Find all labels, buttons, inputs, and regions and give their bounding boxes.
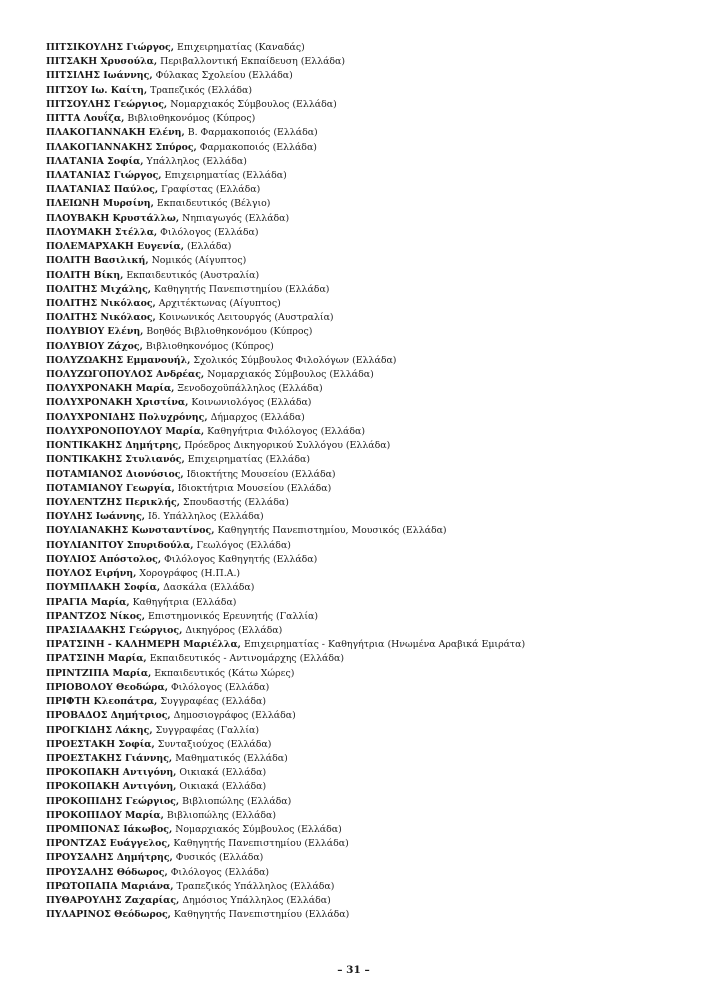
- entry-name: ΠΡΑΤΣΙΝΗ Μαρία,: [46, 653, 147, 665]
- list-item: [46, 425, 686, 439]
- entry-occupation: Νομαρχιακός Σύμβουλος (Ελλάδα): [175, 824, 342, 836]
- entry-occupation: Συγγραφέας (Ελλάδα): [160, 696, 267, 708]
- entry-name: ΠΡΙΝΤΖΙΠΑ Μαρία,: [46, 667, 152, 679]
- entry-occupation: Νηπιαγωγός (Ελλάδα): [182, 212, 290, 224]
- list-item: [46, 567, 686, 581]
- entry-name: ΠΟΥΛΕΝΤΖΗΣ Περικλής,: [46, 497, 180, 508]
- list-item: [46, 396, 686, 410]
- list-item: [46, 226, 686, 240]
- entry-occupation: Τραπεζικός Υπάλληλος (Ελλάδα): [176, 880, 335, 892]
- entry-occupation: Γεωλόγος (Ελλάδα): [196, 539, 291, 551]
- entry-occupation: Υπάλληλος (Ελλάδα): [146, 155, 247, 167]
- entry-occupation: Σχολικός Σύμβουλος Φιλολόγων (Ελλάδα): [193, 354, 397, 366]
- entry-name: ΠΟΛΙΤΗΣ Μιχάλης,: [46, 283, 152, 295]
- entry-occupation: Χορογράφος (Η.Π.Α.): [139, 568, 241, 580]
- entry-name: ΠΡΟΚΟΠΑΚΗ Αντιγόνη,: [46, 781, 177, 793]
- list-item: [46, 866, 686, 880]
- list-item: [46, 368, 686, 382]
- page-number: – 31 –: [337, 964, 370, 976]
- entry-occupation: Καθηγήτρια (Ελλάδα): [132, 596, 237, 608]
- entry-name: ΠΛΟΥΜΑΚΗ Στέλλα,: [46, 226, 158, 238]
- entry-occupation: Βιβλιοθηκονόμος (Κύπρος): [145, 340, 274, 352]
- list-item: [46, 908, 686, 922]
- list-item: [46, 624, 686, 638]
- entry-occupation: Συνταξιούχος (Ελλάδα): [157, 738, 272, 750]
- list-item: [46, 837, 686, 851]
- entry-name: ΠΟΛΥΧΡΟΝΙΔΗΣ Πολυχρόνης,: [46, 411, 208, 423]
- list-item: [46, 524, 686, 538]
- list-item: [46, 354, 686, 368]
- entry-occupation: Β. Φαρμακοποιός (Ελλάδα): [187, 127, 318, 139]
- list-item: [46, 84, 686, 98]
- list-item: [46, 411, 686, 425]
- list-item: [46, 880, 686, 894]
- list-item: [46, 283, 686, 297]
- entry-name: ΠΟΥΛΙΟΣ Απόστολος,: [46, 553, 162, 565]
- list-item: [46, 795, 686, 809]
- list-item: [46, 382, 686, 396]
- entry-name: ΠΡΟΒΑΔΟΣ Δημήτριος,: [46, 710, 171, 722]
- entry-occupation: Βιβλιοθηκονόμος (Κύπρος): [127, 113, 256, 125]
- entry-occupation: Αρχιτέκτωνας (Αίγυπτος): [158, 297, 281, 309]
- list-item: [46, 155, 686, 169]
- list-item: [46, 638, 686, 652]
- entry-name: ΠΡΟΥΣΑΛΗΣ Δημήτρης,: [46, 852, 173, 864]
- entry-occupation: Καθηγητής Πανεπιστημίου (Ελλάδα): [173, 838, 349, 850]
- list-item: [46, 553, 686, 567]
- entry-name: ΠΟΤΑΜΙΑΝΟΥ Γεωργία,: [46, 482, 175, 494]
- entry-name: ΠΡΑΓΙΑ Μαρία,: [46, 596, 130, 608]
- entry-name: ΠΟΛΙΤΗΣ Νικόλαος,: [46, 312, 156, 324]
- entry-name: ΠΡΟΚΟΠΙΔΗΣ Γεώργιος,: [46, 795, 180, 807]
- entry-name: ΠΡΟΥΣΑΛΗΣ Θόδωρος,: [46, 866, 168, 878]
- entry-occupation: Πρόεδρος Δικηγορικού Συλλόγου (Ελλάδα): [184, 440, 391, 452]
- entry-name: ΠΡΟΚΟΠΑΚΗ Αντιγόνη,: [46, 767, 177, 779]
- entry-occupation: Επιχειρηματίας (Καναδάς): [177, 42, 305, 53]
- entry-name: ΠΟΛΥΧΡΟΝΑΚΗ Μαρία,: [46, 383, 175, 395]
- list-item: [46, 98, 686, 112]
- entry-occupation: Καθηγητής Πανεπιστημίου (Ελλάδα): [154, 283, 330, 295]
- entry-occupation: Επιχειρηματίας (Ελλάδα): [164, 169, 287, 181]
- entry-occupation: Βιβλιοπώλης (Ελλάδα): [166, 809, 277, 821]
- list-item: [46, 112, 686, 126]
- list-item: [46, 254, 686, 268]
- entry-name: ΠΟΛΥΖΩΑΚΗΣ Εμμανουήλ,: [46, 354, 191, 366]
- entry-name: ΠΡΙΟΒΟΛΟΥ Θεοδώρα,: [46, 681, 168, 693]
- entry-name: ΠΟΛΙΤΗ Βασιλική,: [46, 255, 149, 267]
- entry-occupation: Δημοσιογράφος (Ελλάδα): [173, 710, 296, 722]
- entry-occupation: Εκπαιδευτικός (Αυστραλία): [126, 269, 260, 281]
- list-item: [46, 212, 686, 226]
- entry-name: ΠΥΛΑΡΙΝΟΣ Θεόδωρος,: [46, 909, 171, 921]
- list-item: [46, 596, 686, 610]
- list-item: [46, 695, 686, 709]
- list-item: [46, 752, 686, 766]
- entry-occupation: Καθηγήτρια Φιλόλογος (Ελλάδα): [207, 425, 366, 437]
- entry-name: ΠΡΟΚΟΠΙΔΟΥ Μαρία,: [46, 809, 164, 821]
- list-item: [46, 581, 686, 595]
- list-item: [46, 894, 686, 908]
- entry-name: ΠΛΑΚΟΓΙΑΝΝΑΚΗ Ελένη,: [46, 127, 185, 139]
- list-item: [46, 197, 686, 211]
- entry-occupation: Ιδιοκτήτρια Μουσείου (Ελλάδα): [177, 482, 332, 494]
- list-item: [46, 55, 686, 69]
- entry-name: ΠΙΤΣΙΚΟΥΛΗΣ Γιώργος,: [46, 42, 175, 53]
- entry-occupation: Δημόσιος Υπάλληλος (Ελλάδα): [182, 895, 331, 907]
- entry-occupation: Καθηγητής Πανεπιστημίου (Ελλάδα): [173, 909, 350, 921]
- entry-occupation: Φαρμακοποιός (Ελλάδα): [199, 141, 317, 153]
- entry-name: ΠΟΛΕΜΑΡΧΑΚΗ Ευγενία,: [46, 241, 185, 253]
- entry-occupation: Επιχειρηματίας - Καθηγήτρια (Ηνωμένα Αραβικά Εμιράτα): [243, 639, 526, 651]
- entry-occupation: Νομαρχιακός Σύμβουλος (Ελλάδα): [207, 369, 374, 381]
- entry-occupation: Φιλόλογος (Ελλάδα): [170, 866, 270, 878]
- list-item: [46, 325, 686, 339]
- entry-occupation: Εκπαιδευτικός (Κάτω Χώρες): [154, 667, 295, 679]
- entry-occupation: Γραφίστας (Ελλάδα): [161, 184, 261, 196]
- entry-name: ΠΡΑΝΤΖΟΣ Νίκος,: [46, 610, 145, 622]
- entry-name: ΠΡΟΝΤΖΑΣ Ευάγγελος,: [46, 838, 171, 850]
- entry-occupation: Φυσικός (Ελλάδα): [175, 852, 264, 864]
- entry-name: ΠΡΟΜΠΟΝΑΣ Ιάκωβος,: [46, 824, 173, 836]
- list-item: [46, 667, 686, 681]
- list-item: [46, 297, 686, 311]
- entry-name: ΠΙΤΣΙΛΗΣ Ιωάννης,: [46, 70, 153, 82]
- entry-name: ΠΡΩΤΟΠΑΠΑ Μαριάνα,: [46, 880, 174, 892]
- entry-occupation: Ιδιοκτήτης Μουσείου (Ελλάδα): [186, 468, 336, 480]
- entry-occupation: Εκπαιδευτικός - Αντινομάρχης (Ελλάδα): [149, 653, 344, 665]
- list-item: [46, 439, 686, 453]
- entry-name: ΠΡΑΣΙΑΔΑΚΗΣ Γεώργιος,: [46, 624, 183, 636]
- entry-name: ΠΛΟΥΒΑΚΗ Κρυστάλλω,: [46, 212, 180, 224]
- list-item: [46, 240, 686, 254]
- entry-name: ΠΟΝΤΙΚΑΚΗΣ Στυλιανός,: [46, 454, 185, 466]
- entry-name: ΠΟΛΥΒΙΟΥ Ελένη,: [46, 326, 144, 338]
- entry-name: ΠΛΑΤΑΝΙΑΣ Παύλος,: [46, 184, 159, 196]
- entry-occupation: Οικιακά (Ελλάδα): [179, 781, 267, 793]
- entry-name: ΠΛΑΤΑΝΙΑΣ Γιώργος,: [46, 169, 162, 181]
- entry-occupation: Εκπαιδευτικός (Βέλγιο): [156, 198, 271, 210]
- entry-occupation: Κοινωνιολόγος (Ελλάδα): [191, 397, 312, 409]
- entry-occupation: (Ελλάδα): [187, 241, 232, 253]
- list-item: [46, 41, 686, 55]
- list-item: [46, 510, 686, 524]
- entry-name: ΠΙΤΣΟΥ Ιω. Καίτη,: [46, 84, 148, 96]
- list-item: [46, 652, 686, 666]
- entry-name: ΠΟΥΛΗΣ Ιωάννης,: [46, 511, 146, 523]
- list-item: [46, 610, 686, 624]
- entry-name: ΠΡΟΕΣΤΑΚΗΣ Γιάννης,: [46, 752, 173, 764]
- entry-name: ΠΛΕΙΩΝΗ Μυρσίνη,: [46, 198, 154, 210]
- entry-occupation: Συγγραφέας (Γαλλία): [155, 724, 259, 736]
- list-item: [46, 141, 686, 155]
- entry-occupation: Επιχειρηματίας (Ελλάδα): [187, 454, 310, 466]
- list-item: [46, 453, 686, 467]
- entry-occupation: Τραπεζικός (Ελλάδα): [150, 84, 253, 96]
- entry-occupation: Νομαρχιακός Σύμβουλος (Ελλάδα): [170, 98, 337, 110]
- entry-name: ΠΟΥΛΙΑΝΙΤΟΥ Σπυριδούλα,: [46, 539, 194, 551]
- entry-occupation: Νομικός (Αίγυπτος): [151, 255, 247, 267]
- entry-name: ΠΙΤΤΑ Λουΐζα,: [46, 113, 125, 125]
- entry-name: ΠΡΟΓΚΙΔΗΣ Λάκης,: [46, 724, 153, 736]
- list-item: [46, 851, 686, 865]
- list-item: [46, 709, 686, 723]
- list-item: [46, 681, 686, 695]
- entry-occupation: Μαθηματικός (Ελλάδα): [175, 752, 288, 764]
- entry-name: ΠΛΑΤΑΝΙΑ Σοφία,: [46, 155, 144, 167]
- entry-name: ΠΟΝΤΙΚΑΚΗΣ Δημήτρης,: [46, 440, 182, 452]
- list-item: [46, 496, 686, 510]
- entry-name: ΠΟΛΥΒΙΟΥ Ζάχος,: [46, 340, 143, 352]
- entry-occupation: Βοηθός Βιβλιοθηκονόμου (Κύπρος): [146, 326, 313, 338]
- entry-occupation: Δήμαρχος (Ελλάδα): [210, 411, 305, 423]
- entry-name: ΠΟΛΥΧΡΟΝΑΚΗ Χριστίνα,: [46, 397, 189, 409]
- entry-occupation: Επιστημονικός Ερευνητής (Γαλλία): [147, 610, 319, 622]
- entry-name: ΠΛΑΚΟΓΙΑΝΝΑΚΗΣ Σπύρος,: [46, 141, 197, 153]
- name-list: [46, 41, 686, 923]
- list-item: [46, 183, 686, 197]
- entry-name: ΠΟΥΜΠΛΑΚΗ Σοφία,: [46, 582, 161, 594]
- entry-name: ΠΙΤΣΑΚΗ Χρυσούλα,: [46, 56, 158, 68]
- list-item: [46, 126, 686, 140]
- entry-occupation: Δασκάλα (Ελλάδα): [163, 582, 255, 594]
- entry-occupation: Φύλακας Σχολείου (Ελλάδα): [155, 70, 293, 82]
- list-item: [46, 340, 686, 354]
- entry-occupation: Δικηγόρος (Ελλάδα): [185, 624, 283, 636]
- entry-name: ΠΡΙΦΤΗ Κλεοπάτρα,: [46, 696, 158, 708]
- entry-occupation: Φιλόλογος Καθηγητής (Ελλάδα): [164, 553, 318, 565]
- entry-name: ΠΟΛΙΤΗΣ Νικόλαος,: [46, 297, 156, 309]
- list-item: [46, 269, 686, 283]
- entry-occupation: Ιδ. Υπάλληλος (Ελλάδα): [148, 511, 264, 523]
- list-item: [46, 724, 686, 738]
- entry-occupation: Οικιακά (Ελλάδα): [179, 767, 267, 779]
- list-item: [46, 823, 686, 837]
- entry-occupation: Βιβλιοπώλης (Ελλάδα): [182, 795, 292, 807]
- list-item: [46, 468, 686, 482]
- entry-occupation: Σπουδαστής (Ελλάδα): [182, 497, 289, 508]
- list-item: [46, 766, 686, 780]
- list-item: [46, 809, 686, 823]
- list-item: [46, 482, 686, 496]
- entry-name: ΠΡΑΤΣΙΝΗ - ΚΑΛΗΜΕΡΗ Μαριέλλα,: [46, 639, 241, 651]
- list-item: [46, 539, 686, 553]
- entry-occupation: Φιλόλογος (Ελλάδα): [170, 681, 270, 693]
- entry-name: ΠΡΟΕΣΤΑΚΗ Σοφία,: [46, 738, 155, 750]
- entry-occupation: Φιλόλογος (Ελλάδα): [160, 226, 259, 238]
- entry-name: ΠΥΘΑΡΟΥΛΗΣ Ζαχαρίας,: [46, 895, 180, 907]
- list-item: [46, 780, 686, 794]
- entry-name: ΠΟΛΙΤΗ Βίκη,: [46, 269, 124, 281]
- entry-name: ΠΟΛΥΧΡΟΝΟΠΟΥΛΟΥ Μαρία,: [46, 425, 205, 437]
- list-item: [46, 69, 686, 83]
- list-item: [46, 311, 686, 325]
- entry-name: ΠΟΤΑΜΙΑΝΟΣ Διονύσιος,: [46, 468, 184, 480]
- entry-name: ΠΟΛΥΖΩΓΟΠΟΥΛΟΣ Ανδρέας,: [46, 369, 205, 381]
- entry-name: ΠΟΥΛΙΑΝΑΚΗΣ Κωνσταντίνος,: [46, 525, 215, 537]
- entry-occupation: Περιβαλλοντική Εκπαίδευση (Ελλάδα): [160, 56, 346, 68]
- entry-occupation: Καθηγητής Πανεπιστημίου, Μουσικός (Ελλάδα): [217, 525, 447, 537]
- list-item: [46, 169, 686, 183]
- entry-name: ΠΙΤΣΟΥΛΗΣ Γεώργιος,: [46, 98, 168, 110]
- entry-occupation: Ξενοδοχοϋπάλληλος (Ελλάδα): [177, 383, 323, 395]
- entry-occupation: Κοινωνικός Λειτουργός (Αυστραλία): [158, 312, 334, 324]
- entry-name: ΠΟΥΛΟΣ Ειρήνη,: [46, 568, 137, 580]
- list-item: [46, 738, 686, 752]
